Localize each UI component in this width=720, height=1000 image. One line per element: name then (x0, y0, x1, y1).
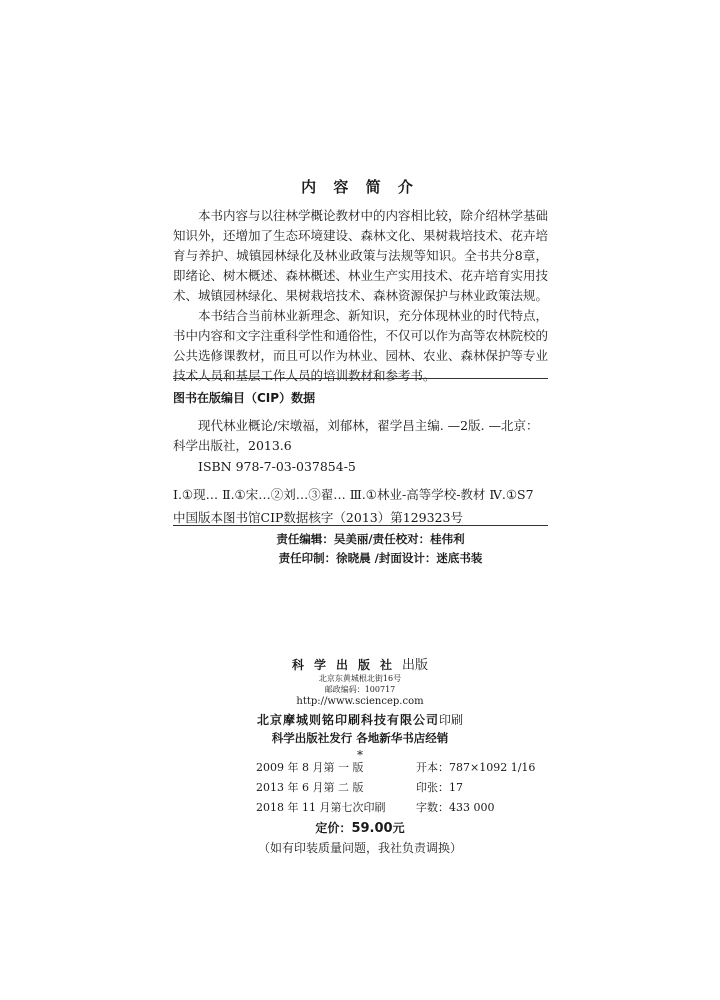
staff-production: 责任印制：徐晓晨 /封面设计：迷底书装 (278, 551, 483, 565)
edition-spec: 开本：787×1092 1/16 (416, 761, 536, 774)
edition-row (256, 758, 535, 778)
edition-date: 2018 年 11 月第七次印刷 (256, 801, 386, 814)
price-unit: 元 (392, 821, 405, 835)
publisher-line (0, 654, 720, 673)
price-label: 定价： (315, 821, 352, 835)
printer-line (0, 711, 720, 728)
quality-notice: （如有印装质量问题，我社负责调换） (257, 841, 462, 855)
cip-number: 中国版本图书馆CIP数据核字（2013）第129323号 (173, 510, 463, 525)
printer-suffix: 印刷 (439, 713, 464, 727)
staff-credits (173, 530, 548, 568)
cip-entry: 现代林业概论/宋墩福，刘郁林，翟学昌主编. —2版. —北京：科学出版社，2013.6 (173, 418, 539, 453)
publisher-name: 科学出版社 (291, 658, 402, 672)
edition-row (256, 798, 535, 818)
summary-paragraph: 本书内容与以往林学概论教材中的内容相比较，除介绍林学基础知识外，还增加了生态环境建设、森林文化、果树栽培技术、花卉培育与养护、城镇园林绿化及林业政策与法规等知识。全书共分8章，即绪论、树木概述、森林概述、林业生产实用技术、花卉培育实用技术、城镇园林绿化、果树栽培技术、森林资源保护与林业政策法规。 (173, 208, 549, 303)
cip-block (173, 388, 548, 528)
cip-title: 图书在版编目（CIP）数据 (173, 391, 316, 405)
publisher-postcode: 邮政编码：100717 (324, 685, 396, 694)
distribution-line: 科学出版社发行 各地新华书店经销 (271, 731, 449, 745)
edition-date: 2013 年 6 月第 二 版 (256, 781, 364, 794)
separator-star: * (357, 748, 363, 762)
publisher-address: 北京东黄城根北街16号 (318, 674, 402, 683)
edition-date: 2009 年 8 月第 一 版 (256, 761, 364, 774)
staff-editors: 责任编辑：吴美丽/责任校对：桂伟利 (276, 532, 465, 546)
printer-name: 北京摩城则铭印刷科技有限公司 (256, 713, 439, 727)
summary-body (173, 206, 548, 386)
divider-top (173, 378, 548, 379)
publisher-block (0, 654, 720, 762)
price-amount: 59.00 (351, 821, 393, 836)
edition-spec: 印张：17 (416, 781, 463, 794)
price-line (0, 818, 720, 839)
edition-spec: 字数：433 000 (416, 801, 495, 814)
publisher-suffix: 出版 (402, 658, 429, 673)
cip-classification: Ⅰ.①现… Ⅱ.①宋…②刘…③翟… Ⅲ.①林业-高等学校-教材 Ⅳ.①S7 (173, 487, 534, 502)
edition-row (256, 778, 535, 798)
summary-title: 内 容 简 介 (301, 178, 419, 196)
publisher-url: http://www.sciencep.com (296, 696, 424, 707)
divider-bottom (173, 525, 548, 526)
cip-isbn: ISBN 978-7-03-037854-5 (198, 459, 356, 474)
summary-paragraph: 本书结合当前林业新理念、新知识，充分体现林业的时代特点，书中内容和文字注重科学性和通俗性，不仅可以作为高等农林院校的公共选修课教材，而且可以作为林业、园林、农业、森林保护等专业技术人员和基层工作人员的培训教材和参考书。 (173, 308, 549, 383)
edition-info (256, 758, 535, 818)
